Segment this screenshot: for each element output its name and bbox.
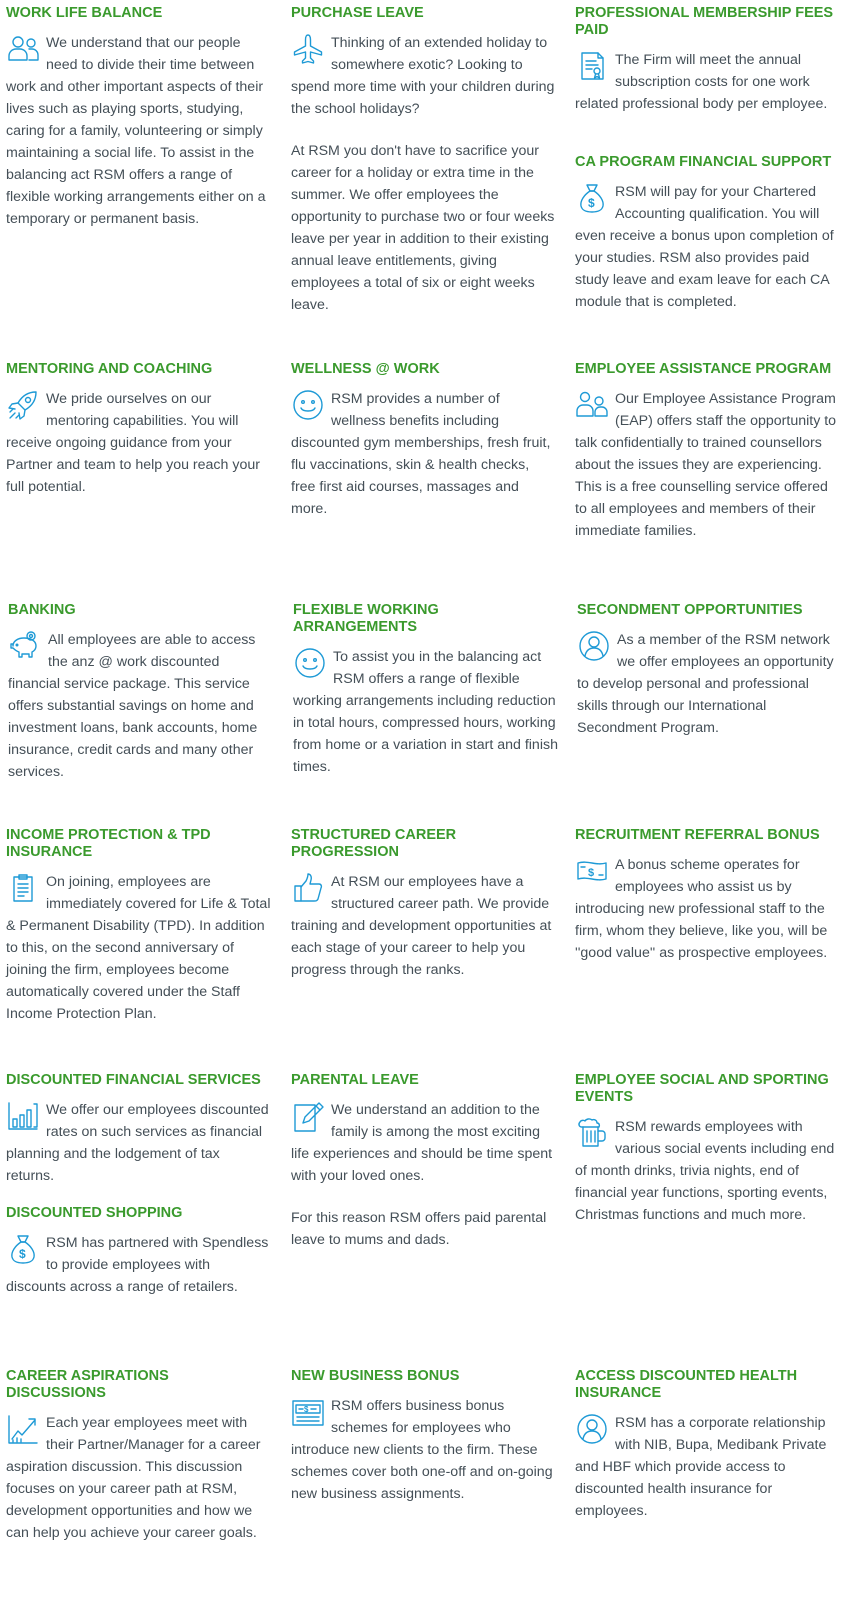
- social-events-card: [575, 1072, 840, 1226]
- smiley-icon: [293, 646, 327, 680]
- card-title: EMPLOYEE ASSISTANCE PROGRAM: [575, 361, 832, 377]
- money-bag-icon: [575, 181, 609, 215]
- health-insurance-card: [575, 1368, 840, 1522]
- beer-mug-icon: [575, 1116, 609, 1150]
- person-circle-icon: [577, 629, 611, 663]
- airplane-icon: [291, 32, 325, 66]
- card-title: EMPLOYEE SOCIAL AND SPORTING EVENTS: [575, 1072, 829, 1105]
- card-title: CAREER ASPIRATIONS DISCUSSIONS: [6, 1368, 169, 1401]
- banking-card: [8, 602, 273, 783]
- card-text: RSM provides a number of wellness benefits including discounted gym memberships, fresh fruit, flu vaccinations, skin & health checks, free first aid courses, massages and more.: [291, 391, 551, 517]
- card-title: STRUCTURED CAREER PROGRESSION: [291, 827, 457, 860]
- card-text: RSM will pay for your Chartered Accounting qualification. You will even receive a bonus upon completion of your studies. RSM also provides paid study leave and exam leave for each CA module that is completed.: [575, 184, 834, 310]
- clipboard-icon: [6, 871, 40, 905]
- purchase-leave-card: [291, 5, 556, 316]
- svg-text:$: $: [19, 1247, 26, 1261]
- bar-chart-icon: [6, 1099, 40, 1133]
- card-text: We offer our employees discounted rates on such services as financial planning and the lodgement of tax returns.: [6, 1102, 269, 1184]
- card-text: At RSM our employees have a structured career path. We provide training and development opportunities at each stage of your career to help you progress through the ranks.: [291, 874, 552, 978]
- card-title: WORK LIFE BALANCE: [6, 5, 163, 21]
- svg-text:$: $: [304, 1405, 309, 1414]
- card-text: Each year employees meet with their Partner/Manager for a career aspiration discussion. This discussion focuses on your career path at RSM, development opportunities and how we can help you achieve your career goals.: [6, 1415, 261, 1541]
- card-title: DISCOUNTED SHOPPING: [6, 1205, 183, 1221]
- eap-card: [575, 361, 840, 542]
- rocket-icon: [6, 388, 40, 422]
- card-title: WELLNESS @ WORK: [291, 361, 440, 377]
- card-text: RSM has partnered with Spendless to provide employees with discounts across a range of retailers.: [6, 1235, 269, 1295]
- income-protection-card: [6, 827, 271, 1025]
- discounted-shopping-card: [6, 1205, 271, 1298]
- work-life-balance-card: [6, 5, 271, 230]
- card-title: SECONDMENT OPPORTUNITIES: [577, 602, 803, 618]
- card-text: We understand that our people need to divide their time between work and other important aspects of their lives such as playing sports, studying, caring for a family, volunteering or simply maintaining a social life. To assist in the balancing act RSM offers a range of flexible working arrangements either on a temporary or permanent basis.: [6, 35, 266, 227]
- new-business-bonus-card: [291, 1368, 556, 1505]
- people-icon: [575, 388, 609, 422]
- banknote-icon: [575, 854, 609, 888]
- cheque-icon: [291, 1395, 325, 1429]
- mentoring-card: [6, 361, 271, 498]
- discounted-financial-card: [6, 1072, 271, 1187]
- card-text: All employees are able to access the anz @ work discounted financial service package. This service offers substantial savings on home and investment loans, bank accounts, home insurance, credit cards and many other services.: [8, 632, 258, 780]
- card-text: At RSM you don't have to sacrifice your career for a holiday or extra time in the summer. We offer employees the opportunity to purchase two or four weeks leave per year in addition to their existing annual leave entitlements, giving employees a total of six or eight weeks leave.: [291, 143, 555, 313]
- card-text: RSM rewards employees with various social events including end of month drinks, trivia nights, end of financial year functions, sporting events, Christmas functions and much more.: [575, 1119, 835, 1223]
- svg-text:$: $: [588, 867, 595, 879]
- wellness-card: [291, 361, 556, 520]
- card-text: We understand an addition to the family is among the most exciting life experiences and should be time spent with your loved ones.: [291, 1102, 553, 1184]
- card-text: Thinking of an extended holiday to somewhere exotic? Looking to spend more time with your children during the school holidays?: [291, 35, 555, 117]
- ca-program-card: [575, 154, 840, 313]
- piggy-bank-icon: [8, 629, 42, 663]
- card-title: MENTORING AND COACHING: [6, 361, 213, 377]
- card-title: NEW BUSINESS BONUS: [291, 1368, 460, 1384]
- card-text: The Firm will meet the annual subscription costs for one work related professional body per employee.: [575, 52, 828, 112]
- card-text: RSM offers business bonus schemes for employees who introduce new clients to the firm. These schemes cover both one-off and on-going new business assignments.: [291, 1398, 553, 1502]
- membership-fees-card: [575, 5, 840, 115]
- thumbs-up-icon: [291, 871, 325, 905]
- card-title: PURCHASE LEAVE: [291, 5, 424, 21]
- card-title: INCOME PROTECTION & TPD INSURANCE: [6, 827, 211, 860]
- people-icon: [6, 32, 40, 66]
- card-text: We pride ourselves on our mentoring capabilities. You will receive ongoing guidance from your Partner and team to help you reach your full potential.: [6, 391, 260, 495]
- card-text: On joining, employees are immediately covered for Life & Total & Permanent Disability (TPD). In addition to this, on the second anniversary of joining the firm, employees become automatically covered under the Staff Income Protection Plan.: [6, 874, 271, 1022]
- smiley-icon: [291, 388, 325, 422]
- card-title: CA PROGRAM FINANCIAL SUPPORT: [575, 154, 832, 170]
- card-text: RSM has a corporate relationship with NIB, Bupa, Medibank Private and HBF which provide access to discounted health insurance for employees.: [575, 1415, 827, 1519]
- growth-chart-icon: [6, 1412, 40, 1446]
- card-title: FLEXIBLE WORKING ARRANGEMENTS: [293, 602, 439, 635]
- card-title: RECRUITMENT REFERRAL BONUS: [575, 827, 820, 843]
- card-text: For this reason RSM offers paid parental leave to mums and dads.: [291, 1210, 547, 1248]
- card-text: As a member of the RSM network we offer employees an opportunity to develop personal and professional skills through our International Secondment Program.: [577, 632, 834, 736]
- person-circle-icon: [575, 1412, 609, 1446]
- money-bag-icon: [6, 1232, 40, 1266]
- parental-leave-card: [291, 1072, 556, 1251]
- card-title: PROFESSIONAL MEMBERSHIP FEES PAID: [575, 5, 834, 38]
- card-title: DISCOUNTED FINANCIAL SERVICES: [6, 1072, 261, 1088]
- career-progression-card: [291, 827, 556, 981]
- card-title: PARENTAL LEAVE: [291, 1072, 419, 1088]
- flexible-working-card: [293, 602, 558, 778]
- card-text: To assist you in the balancing act RSM offers a range of flexible working arrangements including reduction in total hours, compressed hours, working from home or a variation in start and finish times.: [293, 649, 558, 775]
- certificate-icon: [575, 49, 609, 83]
- svg-text:$: $: [588, 196, 595, 210]
- card-text: A bonus scheme operates for employees who assist us by introducing new professional staff to the firm, whom they believe, like you, will be ''good value'' as prospective employees.: [575, 857, 828, 961]
- secondment-card: [577, 602, 842, 739]
- card-title: ACCESS DISCOUNTED HEALTH INSURANCE: [575, 1368, 798, 1401]
- pencil-note-icon: [291, 1099, 325, 1133]
- career-aspirations-card: [6, 1368, 271, 1544]
- card-title: BANKING: [8, 602, 76, 618]
- referral-bonus-card: [575, 827, 840, 964]
- card-text: Our Employee Assistance Program (EAP) offers staff the opportunity to talk confidentially to trained counsellors about the issues they are experiencing. This is a free counselling service offered to all employees and members of their immediate families.: [575, 391, 837, 539]
